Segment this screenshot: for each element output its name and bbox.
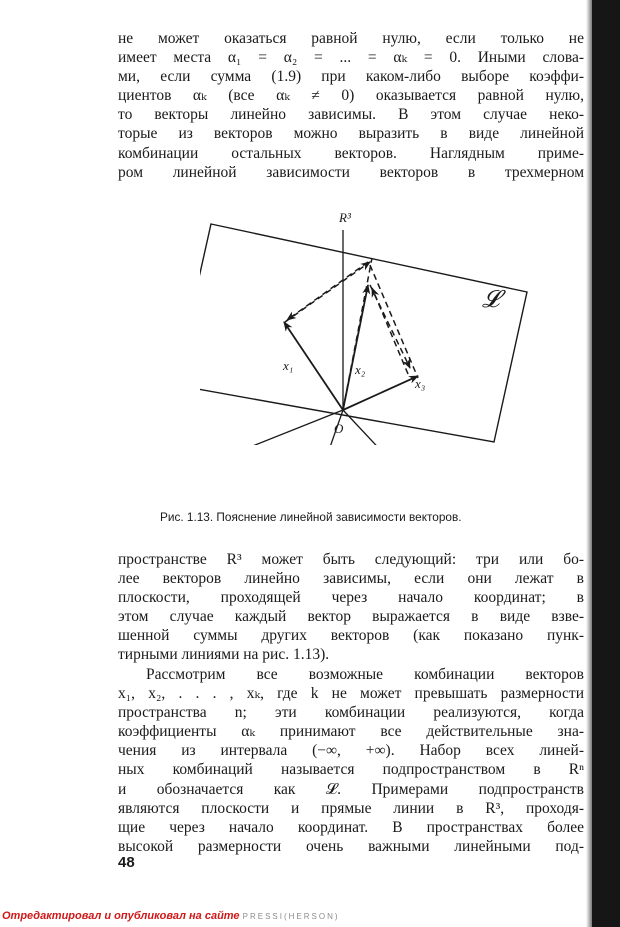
- text-line: пространстве R³ может быть следующий: три или бо-: [118, 551, 584, 568]
- paragraph-middle: [118, 550, 584, 665]
- label-origin: O: [334, 421, 344, 436]
- text-line: шенной суммы других векторов (как показано пунк-: [118, 627, 584, 645]
- text-line: ных комбинаций называется подпространством в Rⁿ: [118, 761, 584, 779]
- text-line: Рассмотрим все возможные комбинации векторов: [146, 666, 584, 683]
- dashed-line: [287, 262, 368, 320]
- axis-right: [343, 410, 388, 445]
- text-line: тирными линиями на рис. 1.13).: [118, 646, 330, 664]
- text-line: плоскости, проходящей через начало координат; в: [118, 589, 584, 607]
- footer-credit: [2, 910, 340, 926]
- paragraph-top: [118, 29, 584, 182]
- dashed-line: [370, 265, 418, 378]
- page-number: 48: [118, 854, 135, 871]
- footer-credit-text: Отредактировал и опубликовал на сайте: [2, 910, 240, 922]
- dashed-line: [285, 262, 370, 322]
- text-line: являются плоскости и прямые линии в R³, проходя-: [118, 799, 584, 817]
- text-line: имеет места α₁ = α₂ = ... = αₖ = 0. Иными слова-: [118, 49, 584, 67]
- vector-x3: [343, 376, 418, 410]
- vector-x2: [343, 285, 368, 410]
- label-space: R³: [339, 210, 351, 225]
- label-x1: x₁: [283, 358, 294, 373]
- text-line: высокой размерности очень важными линейными под-: [118, 837, 584, 855]
- label-plane: 𝓛: [482, 285, 500, 313]
- dashed-lines: [285, 258, 418, 410]
- axis-left: [230, 410, 343, 445]
- footer-site-link[interactable]: PRESSI(HERSON): [242, 912, 340, 921]
- text-line: x₁, x₂, . . . , xₖ, где k не может превышать размерности: [118, 685, 584, 703]
- text-line: щие через начало координат. В пространствах более: [118, 818, 584, 836]
- text-line: торые из векторов можно выразить в виде линейной: [118, 125, 584, 143]
- label-x2: x₂: [355, 362, 366, 377]
- plane-outline: [200, 224, 527, 442]
- text-line: не может оказаться равной нулю, если только не: [118, 30, 584, 47]
- text-line: то векторы линейно зависимы. В этом случае неко-: [118, 106, 584, 124]
- text-line: и обозначается как 𝓛. Примерами подпространств: [118, 780, 584, 798]
- text-line: этом случае каждый вектор выражается в виде взве-: [118, 608, 584, 626]
- text-line: чения из интервала (−∞, +∞). Набор всех линей-: [118, 742, 584, 760]
- text-line: циентов αₖ (все αₖ ≠ 0) оказывается равной нулю,: [118, 87, 584, 105]
- figure-caption: Рис. 1.13. Пояснение линейной зависимости векторов.: [160, 510, 462, 524]
- text-line: пространства n; эти комбинации реализуются, когда: [118, 704, 584, 722]
- label-x3: x₃: [415, 376, 426, 391]
- text-line: ром линейной зависимости векторов в трехмерном: [118, 163, 584, 181]
- text-line: комбинации остальных векторов. Наглядным приме-: [118, 144, 584, 162]
- paragraph-bottom: [118, 665, 584, 856]
- figure-linear-dependence: [200, 205, 530, 445]
- dashed-line: [372, 288, 408, 374]
- text-line: лее векторов линейно зависимы, если они лежат в: [118, 570, 584, 588]
- text-line: коэффициенты αₖ принимают все действительные зна-: [118, 723, 584, 741]
- text-line: ми, если сумма (1.9) при каком-либо выборе коэффи-: [118, 68, 584, 86]
- scan-edge: [592, 0, 620, 927]
